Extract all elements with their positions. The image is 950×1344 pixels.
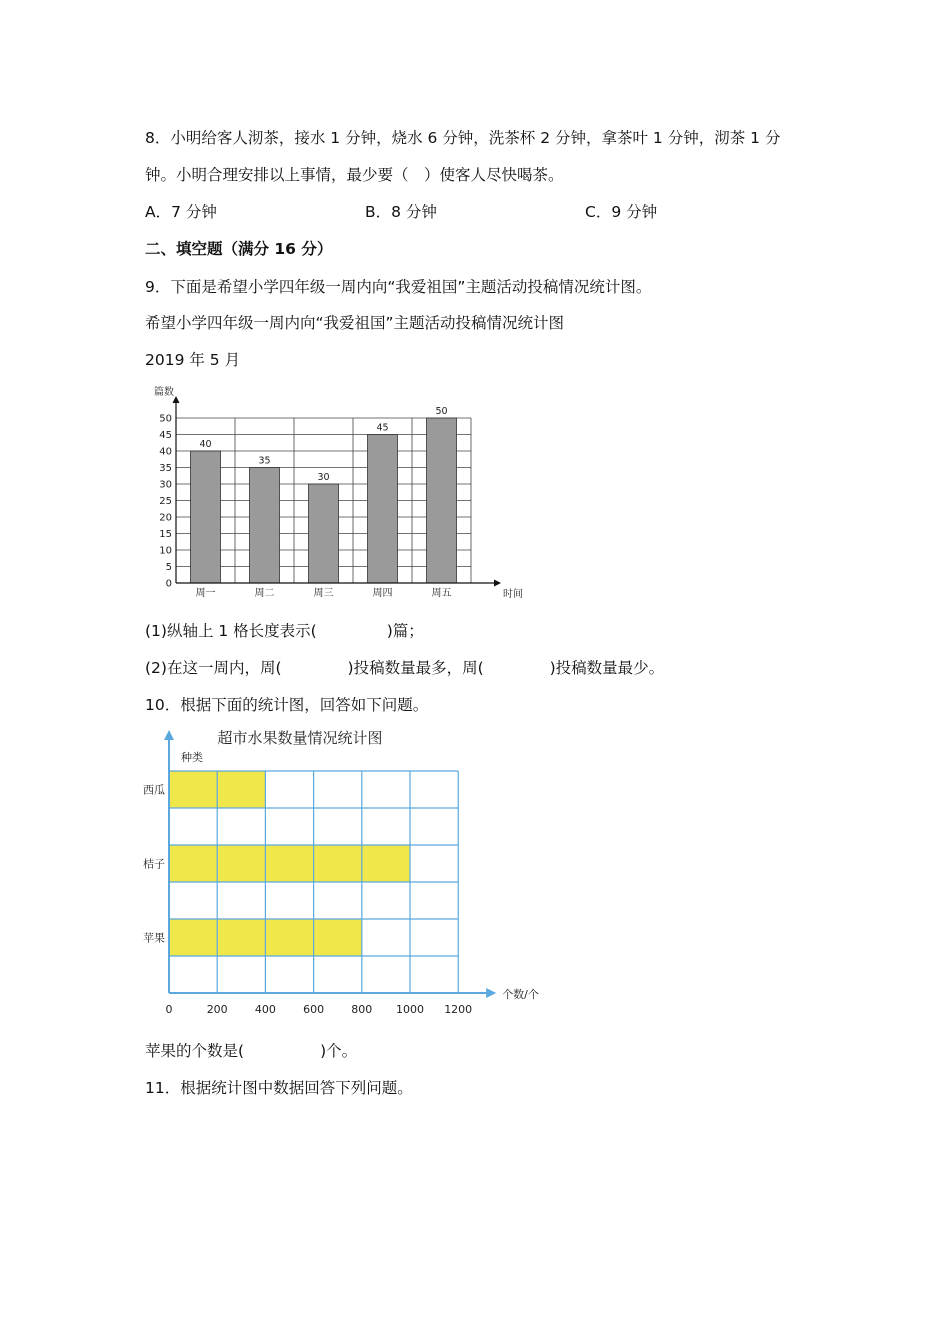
bar-桔子 — [169, 845, 410, 882]
x-tick-label: 周一 — [195, 588, 216, 599]
bar-周一 — [191, 451, 221, 583]
x-axis-label: 个数/个 — [502, 988, 539, 1001]
y-axis-arrow — [164, 730, 174, 740]
x-axis-arrow — [494, 580, 501, 587]
x-tick-label: 200 — [206, 1003, 228, 1016]
y-tick-label: 50 — [159, 413, 172, 425]
q8-option-a: A．7 分钟 — [145, 203, 217, 221]
y-tick-label: 5 — [165, 562, 172, 573]
y-tick-label: 0 — [165, 578, 172, 590]
q10-question — [145, 1041, 357, 1061]
x-tick-label: 800 — [351, 1003, 373, 1016]
submissions-bar-chart — [140, 380, 523, 600]
x-tick-label: 1200 — [444, 1003, 473, 1016]
bar-value-label: 35 — [258, 455, 271, 467]
q9-sub2-text-c: )投稿数量最少。 — [549, 659, 665, 677]
y-tick-label: 15 — [159, 529, 172, 540]
x-tick-label: 周三 — [313, 588, 334, 599]
q9-chart-date: 2019 年 5 月 — [145, 351, 241, 369]
q10-question-text-a: 苹果的个数是( — [145, 1042, 245, 1060]
y-tick-label: 西瓜 — [143, 783, 165, 797]
bar-value-label: 50 — [435, 406, 448, 417]
q8-option-c: C．9 分钟 — [585, 203, 658, 221]
bar-周三 — [309, 484, 339, 583]
q8-line1: 8．小明给客人沏茶，接水 1 分钟，烧水 6 分钟，洗茶杯 2 分钟，拿茶叶 1 分钟，沏茶 1 分 — [145, 129, 781, 147]
y-axis-label: 篇数 — [154, 387, 174, 398]
q9-chart-title: 希望小学四年级一周内向“我爱祖国”主题活动投稿情况统计图 — [145, 314, 565, 332]
bar-周四 — [368, 435, 398, 584]
x-tick-label: 周四 — [372, 588, 393, 599]
y-tick-label: 30 — [159, 479, 172, 491]
q11-stem: 11．根据统计图中数据回答下列问题。 — [145, 1079, 413, 1097]
x-tick-label: 周五 — [431, 588, 452, 599]
y-axis-label: 种类 — [181, 751, 203, 764]
y-tick-label: 苹果 — [143, 931, 165, 945]
q9-sub2-text-a: (2)在这一周内，周( — [145, 659, 282, 677]
y-tick-label: 35 — [159, 463, 172, 474]
q10-stem: 10．根据下面的统计图，回答如下问题。 — [145, 696, 429, 714]
x-tick-label: 1000 — [396, 1003, 424, 1016]
x-tick-label: 周二 — [254, 588, 275, 599]
x-axis-arrow — [486, 988, 496, 998]
q9-sub1-text-b: )篇； — [386, 622, 424, 640]
q9-stem: 9．下面是希望小学四年级一周内向“我爱祖国”主题活动投稿情况统计图。 — [145, 278, 652, 296]
y-tick-label: 40 — [159, 446, 172, 458]
y-tick-label: 桔子 — [143, 857, 165, 871]
q9-sub2 — [145, 658, 664, 678]
section-title: 二、填空题（满分 16 分） — [145, 240, 333, 258]
bar-周五 — [427, 418, 457, 583]
q9-sub1-text-a: (1)纵轴上 1 格长度表示( — [145, 622, 317, 640]
bar-value-label: 45 — [376, 422, 389, 434]
chart-title: 超市水果数量情况统计图 — [217, 729, 383, 747]
x-tick-label: 600 — [303, 1003, 325, 1016]
x-axis-label: 时间 — [503, 589, 523, 600]
q9-sub2-text-b: )投稿数量最多，周( — [347, 659, 484, 677]
fruit-bar-chart — [140, 720, 560, 1025]
y-tick-label: 45 — [159, 430, 172, 441]
x-tick-label: 0 — [165, 1003, 173, 1016]
y-tick-label: 10 — [159, 545, 172, 557]
bar-value-label: 30 — [317, 472, 330, 483]
x-tick-label: 400 — [254, 1003, 276, 1016]
q9-sub1 — [145, 621, 424, 641]
q8-line2: 钟。小明合理安排以上事情，最少要（ ）使客人尽快喝茶。 — [145, 166, 564, 184]
bar-value-label: 40 — [199, 439, 212, 450]
q10-question-text-b: )个。 — [320, 1042, 358, 1060]
bar-周二 — [250, 468, 280, 584]
y-tick-label: 20 — [159, 512, 172, 524]
y-tick-label: 25 — [159, 496, 172, 507]
q8-option-b: B．8 分钟 — [365, 203, 437, 221]
